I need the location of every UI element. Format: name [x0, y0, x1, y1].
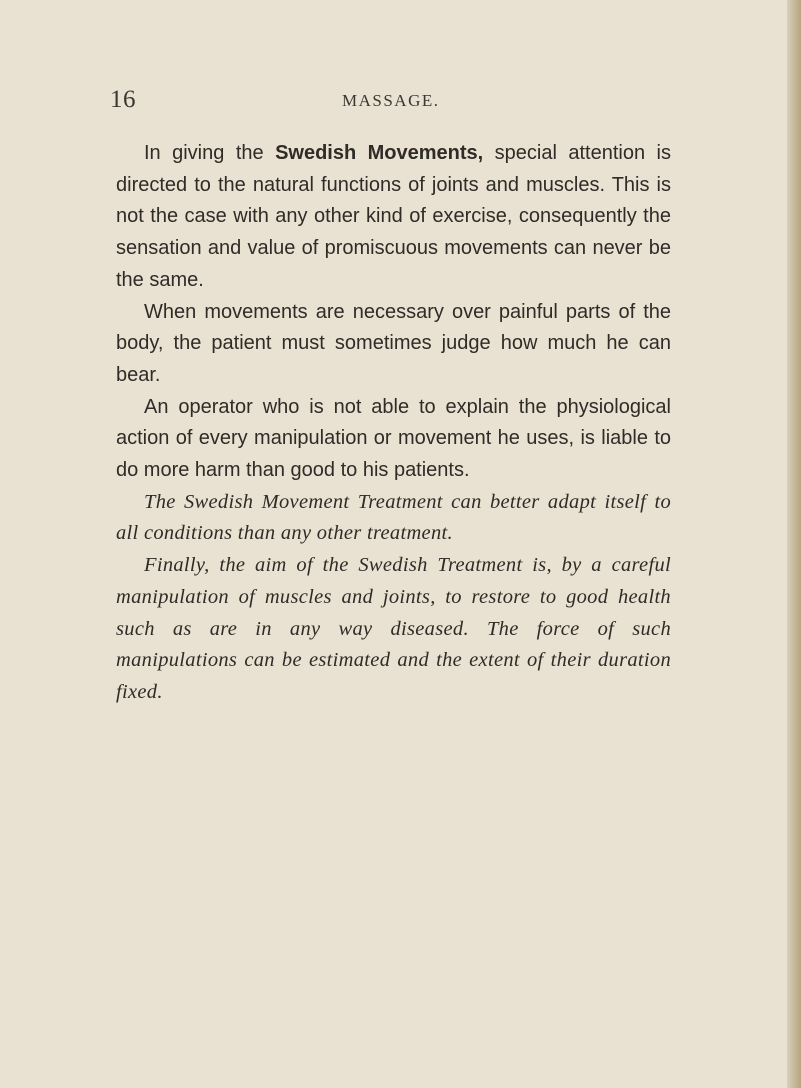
page-edge — [787, 0, 801, 1088]
paragraph-operator: An operator who is not able to explain the physiological action of every manipulation or movement he uses, is liable to do more harm than good to his patients. — [116, 395, 671, 482]
bold-term: Swedish Movements, — [275, 142, 484, 164]
page-body — [116, 138, 671, 709]
running-title: MASSAGE. — [342, 91, 440, 110]
page-header — [110, 86, 670, 116]
paragraph-text: In giving the — [144, 142, 276, 164]
page-number: 16 — [110, 86, 136, 113]
paragraph-adapt: The Swedish Movement Treatment can better adapt itself to all conditions than any other treatment. — [116, 490, 671, 545]
paragraph-painful-parts: When movements are necessary over painful parts of the body, the patient must sometimes judge how much he can bear. — [116, 300, 671, 386]
paragraph-text: special attention is directed to the natural functions of joints and muscles. This is not the case with any other kind of exercise, consequently the sensation and value of promiscuous movements can never be the same. — [116, 142, 671, 291]
paragraph-finally: Finally, the aim of the Swedish Treatment is, by a careful manipulation of muscles and joints, to restore to good health such as are in any way diseased. The force of such manipulations can be estimated and the extent of their duration fixed. — [116, 554, 671, 703]
paragraph-swedish-movements — [116, 138, 671, 297]
